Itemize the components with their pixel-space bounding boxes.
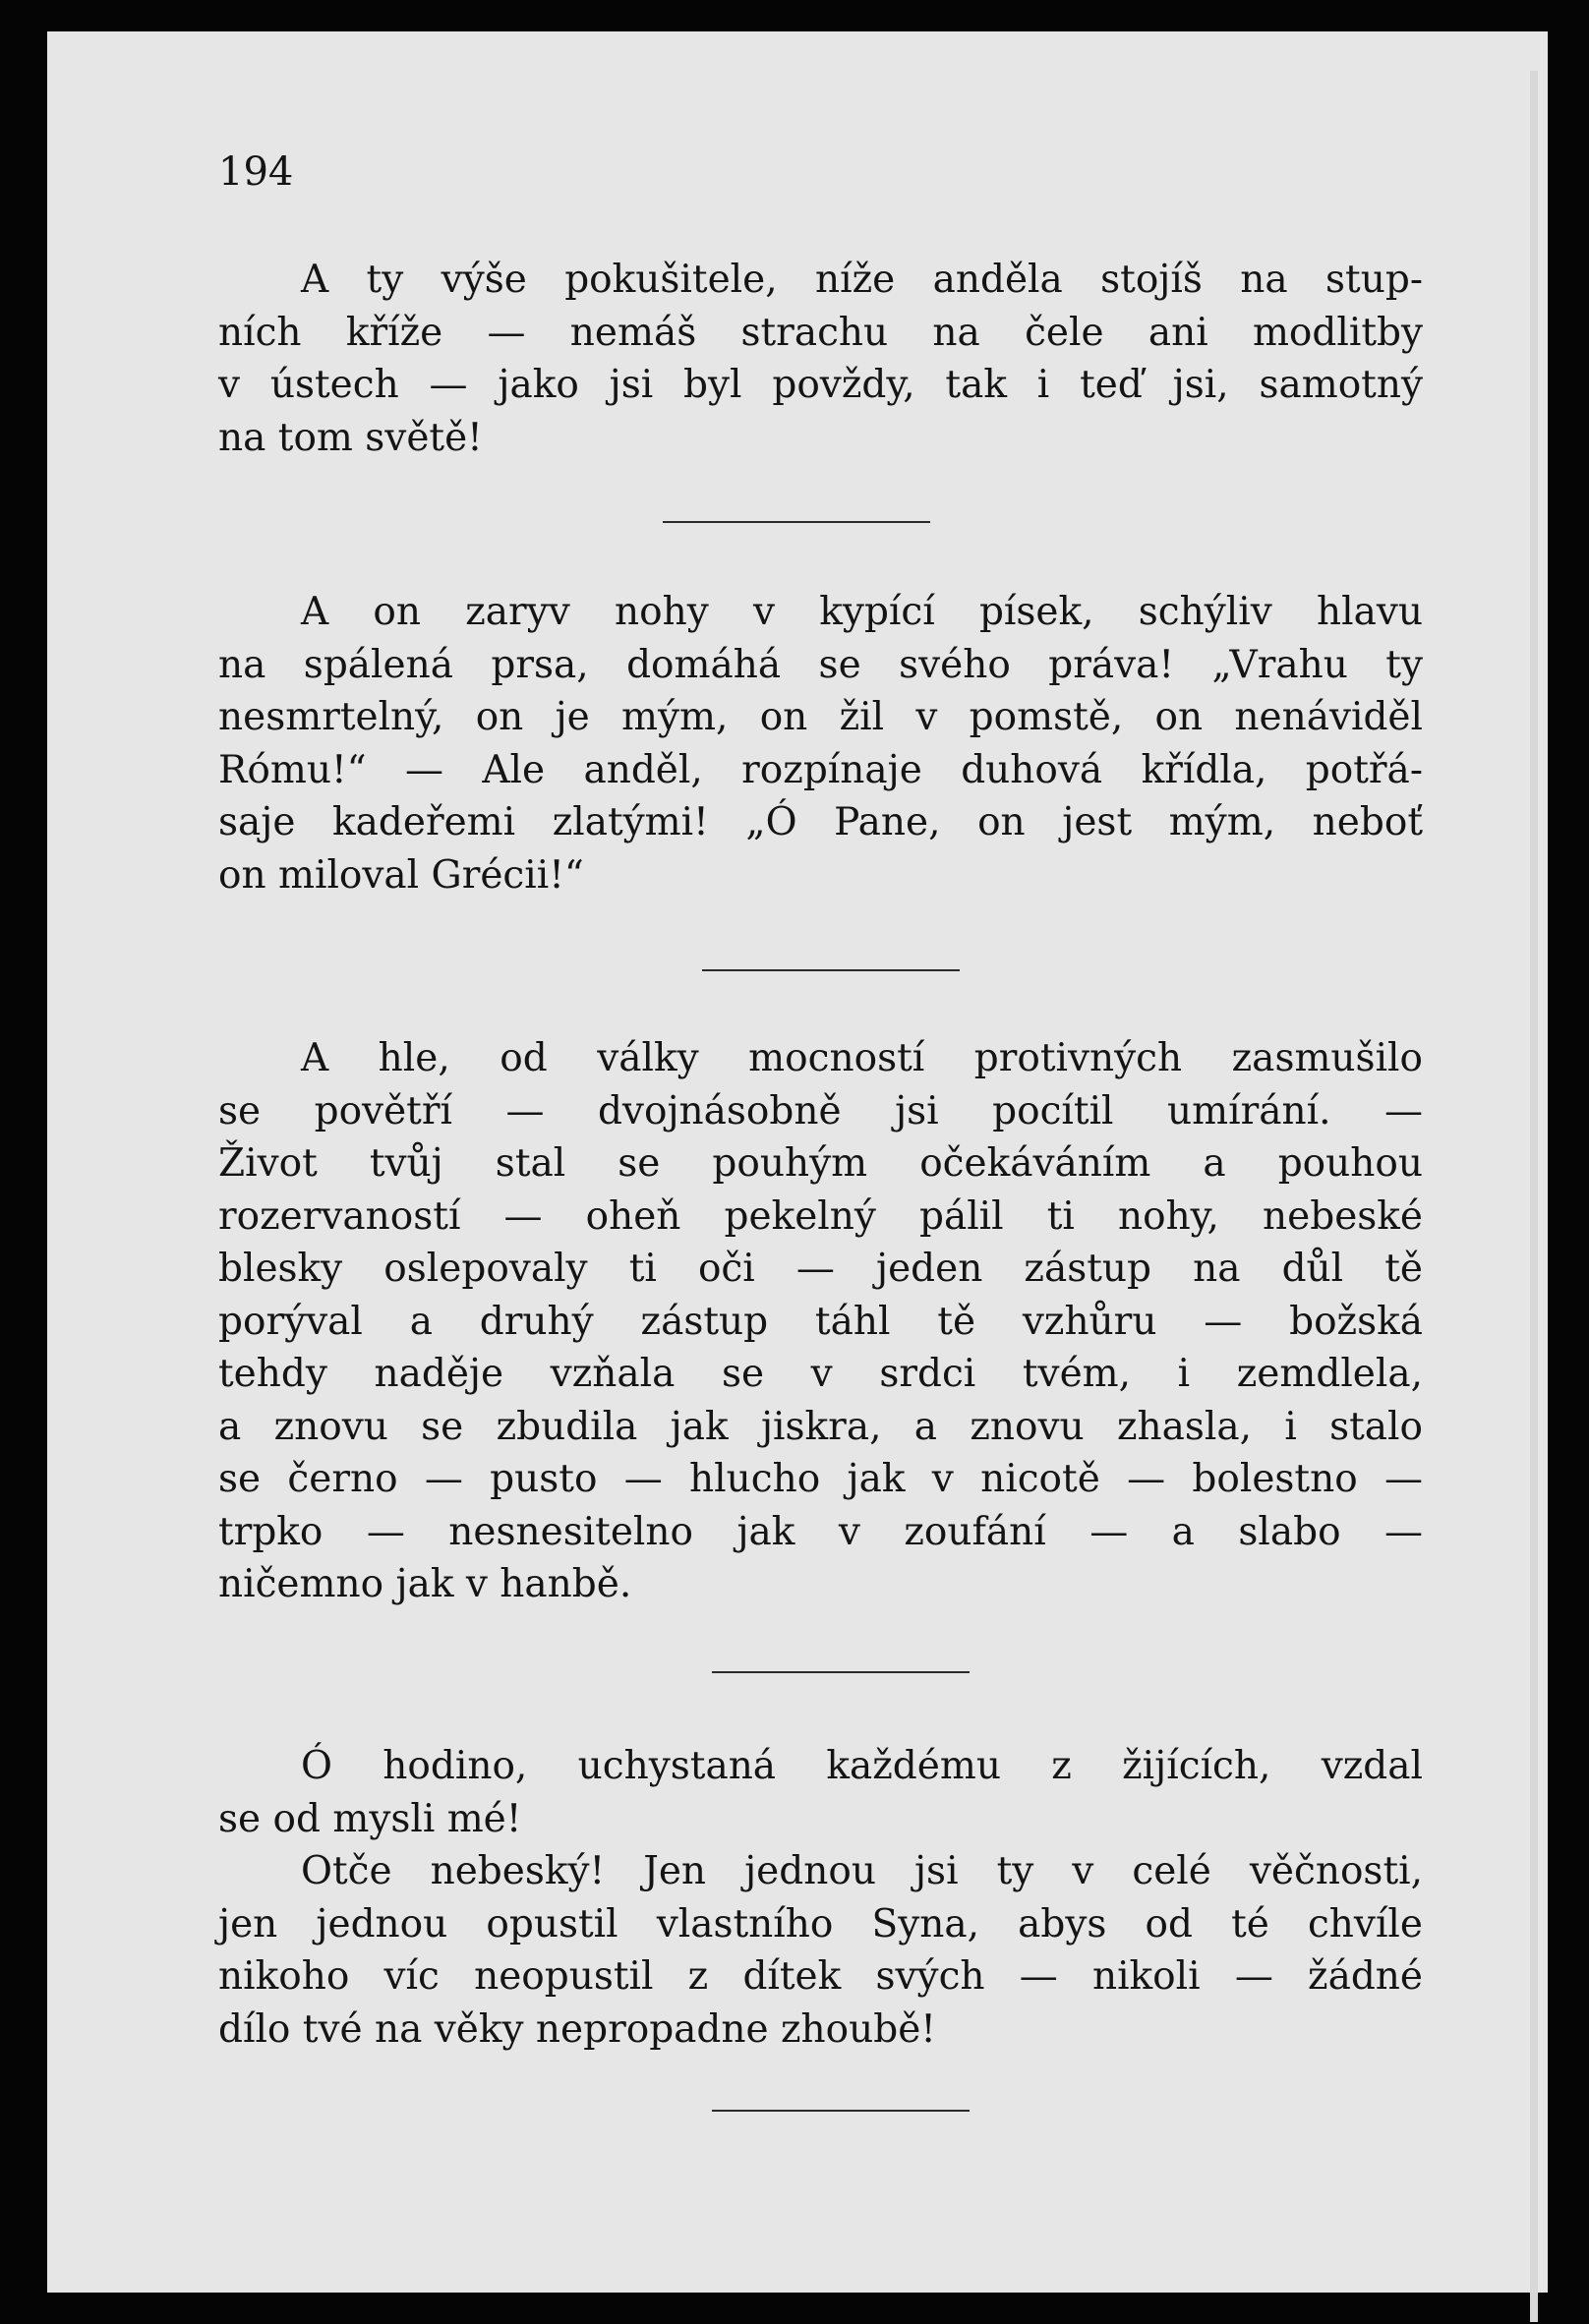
text-line: rozervaností — oheň pekelný pálil ti nohy, nebeské [218,1193,1423,1239]
page-number: 194 [218,149,294,195]
text-line: v ústech — jako jsi byl povždy, tak i teď jsi, samotný [218,363,1423,407]
text-line: jen jednou opustil vlastního Syna, abys od té chvíle [218,1901,1423,1946]
paragraph-3 [218,1032,1423,1611]
text-line: saje kadeřemi zlatými! „Ó Pane, on jest mým, neboť [218,800,1423,844]
text-line: nesmrtelný, on je mým, on žil v pomstě, on nenáviděl [218,695,1423,739]
section-divider [702,969,960,971]
text-line: Otče nebeský! Jen jednou jsi ty v celé věčnosti, [301,1849,1423,1893]
text-line: porýval a druhý zástup táhl tě vzhůru — božská [218,1299,1423,1344]
text-line: se od mysli mé! [218,1796,522,1841]
text-line: a znovu se zbudila jak jiskra, a znovu zhasla, i stalo [218,1404,1423,1449]
text-line: on miloval Grécii!“ [218,852,584,898]
text-line: se povětří — dvojnásobně jsi pocítil umírání. — [218,1088,1423,1133]
paragraph-1 [218,254,1423,464]
text-line: A ty výše pokušitele, níže anděla stojíš na stup- [301,258,1423,302]
text-line: dílo tvé na věky nepropadne zhoubě! [218,2006,936,2052]
text-line: Ó hodino, uchystaná každému z žijících, vzdal [301,1744,1423,1788]
text-line: ničemno jak v hanbě. [218,1562,632,1606]
text-line: Rómu!“ — Ale anděl, rozpínaje duhová křídla, potřá- [218,747,1423,792]
text-line: A on zaryv nohy v kypící písek, schýliv hlavu [301,590,1423,634]
text-line: tehdy naděje vzňala se v srdci tvém, i zemdlela, [218,1352,1423,1396]
section-divider [663,521,930,523]
text-line: se černo — pusto — hlucho jak v nicotě — bolestno — [218,1457,1423,1501]
text-line: na spálená prsa, domáhá se svého práva! „Vrahu ty [218,642,1423,687]
section-divider [712,2110,970,2112]
text-line: na tom světě! [218,415,483,460]
paragraph-2 [218,586,1423,901]
text-line: nikoho víc neopustil z dítek svých — nikoli — žádné [218,1954,1423,1999]
text-line: blesky oslepovaly ti oči — jeden zástup na důl tě [218,1247,1423,1291]
paragraph-4 [218,1740,1423,1845]
text-line: A hle, od války mocností protivných zasmušilo [301,1036,1423,1080]
paragraph-5 [218,1845,1423,2056]
page-edge [1530,71,1538,2322]
text-line: Život tvůj stal se pouhým očekáváním a pouhou [218,1141,1423,1186]
section-divider [712,1671,970,1673]
text-line: ních kříže — nemáš strachu na čele ani modlitby [218,310,1423,355]
text-line: trpko — nesnesitelno jak v zoufání — a slabo — [218,1509,1423,1554]
